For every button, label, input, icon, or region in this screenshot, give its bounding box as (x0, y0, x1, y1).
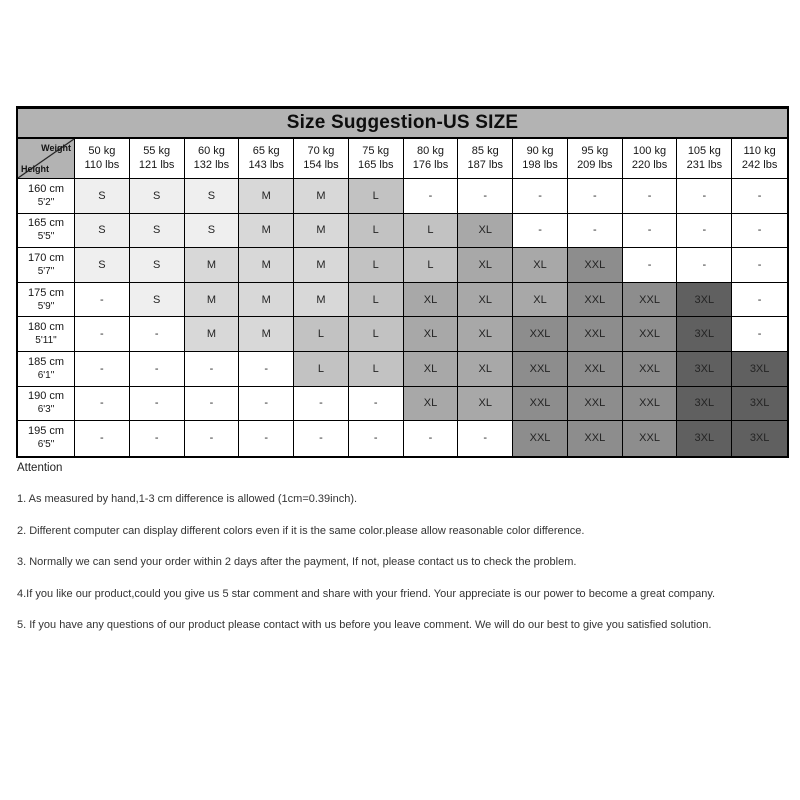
weight-kg-label: 55 kg (143, 145, 171, 157)
weight-column-header (239, 139, 294, 179)
size-cell: L (404, 214, 459, 249)
size-cell: XXL (513, 352, 568, 387)
weight-lbs-label: 176 lbs (412, 158, 449, 171)
empty-size-cell: - (294, 421, 349, 456)
empty-size-cell: - (458, 179, 513, 214)
notes-list (17, 492, 792, 632)
weight-lbs-label: 242 lbs (741, 158, 778, 171)
size-cell: XXL (568, 421, 623, 456)
height-axis-label: Height (21, 164, 49, 174)
size-cell: XL (458, 352, 513, 387)
empty-size-cell: - (239, 387, 294, 422)
height-row-header (18, 214, 75, 249)
size-cell: L (294, 317, 349, 352)
size-cell: M (294, 179, 349, 214)
empty-size-cell: - (130, 421, 185, 456)
empty-size-cell: - (568, 179, 623, 214)
empty-size-cell: - (677, 248, 732, 283)
empty-size-cell: - (75, 283, 130, 318)
size-cell: L (349, 317, 404, 352)
empty-size-cell: - (677, 179, 732, 214)
size-cell: L (349, 352, 404, 387)
size-cell: XXL (568, 248, 623, 283)
weight-axis-label: Weight (41, 143, 71, 153)
height-cm-label: 180 cm (27, 321, 65, 334)
size-grid (18, 139, 787, 456)
empty-size-cell: - (75, 421, 130, 456)
empty-size-cell: - (185, 387, 240, 422)
height-row-header (18, 317, 75, 352)
weight-lbs-label: 209 lbs (577, 158, 613, 171)
weight-column-header (732, 139, 787, 179)
size-cell: 3XL (677, 283, 732, 318)
empty-size-cell: - (732, 179, 787, 214)
size-cell: L (349, 248, 404, 283)
height-row-header (18, 387, 75, 422)
size-cell: XL (404, 317, 459, 352)
weight-lbs-label: 231 lbs (686, 158, 723, 171)
size-cell: 3XL (732, 352, 787, 387)
weight-kg-label: 60 kg (197, 145, 225, 157)
height-cm-label: 195 cm (27, 425, 65, 438)
notes-heading: Attention (17, 462, 63, 474)
weight-column-header (568, 139, 623, 179)
weight-lbs-label: 220 lbs (631, 158, 668, 171)
empty-size-cell: - (623, 248, 678, 283)
size-cell: S (130, 214, 185, 249)
size-cell: XXL (568, 317, 623, 352)
size-cell: XXL (513, 421, 568, 456)
empty-size-cell: - (513, 214, 568, 249)
note-item: 3. Normally we can send your order within 2 days after the payment, If not, please contact us to check the problem. (17, 556, 577, 568)
weight-lbs-label: 110 lbs (84, 158, 120, 171)
weight-column-header (623, 139, 678, 179)
size-cell: M (294, 283, 349, 318)
size-cell: XL (458, 248, 513, 283)
empty-size-cell: - (130, 317, 185, 352)
size-cell: XL (404, 352, 459, 387)
notes-section (17, 461, 792, 650)
weight-kg-label: 85 kg (471, 145, 499, 157)
empty-size-cell: - (404, 421, 459, 456)
weight-column-header (294, 139, 349, 179)
weight-kg-label: 100 kg (633, 145, 667, 157)
weight-kg-label: 65 kg (252, 145, 280, 157)
height-cm-label: 190 cm (27, 390, 65, 403)
height-row-header (18, 179, 75, 214)
size-cell: 3XL (677, 421, 732, 456)
size-cell: M (294, 248, 349, 283)
weight-kg-label: 95 kg (581, 145, 609, 157)
size-cell: XXL (623, 317, 678, 352)
empty-size-cell: - (732, 283, 787, 318)
height-row-header (18, 248, 75, 283)
empty-size-cell: - (458, 421, 513, 456)
size-cell: XXL (623, 421, 678, 456)
size-cell: M (239, 179, 294, 214)
weight-lbs-label: 132 lbs (193, 158, 230, 171)
weight-kg-label: 80 kg (417, 145, 444, 157)
size-cell: M (294, 214, 349, 249)
size-cell: XL (404, 387, 459, 422)
size-cell: XXL (568, 283, 623, 318)
note-item: 2. Different computer can display different colors even if it is the same color.please allow reasonable color difference. (17, 524, 585, 537)
size-cell: M (239, 317, 294, 352)
height-row-header (18, 283, 75, 318)
weight-lbs-label: 187 lbs (467, 158, 503, 171)
size-cell: S (75, 214, 130, 249)
height-ft-label: 5'7" (37, 265, 55, 277)
table-title: Size Suggestion-US SIZE (18, 109, 787, 139)
size-cell: L (349, 214, 404, 249)
size-cell: S (130, 179, 185, 214)
size-cell: XXL (623, 283, 678, 318)
size-cell: XL (458, 283, 513, 318)
size-cell: XXL (513, 317, 568, 352)
empty-size-cell: - (732, 214, 787, 249)
weight-kg-label: 70 kg (307, 145, 335, 157)
empty-size-cell: - (239, 421, 294, 456)
height-cm-label: 165 cm (27, 217, 65, 230)
size-cell: M (185, 317, 240, 352)
height-cm-label: 160 cm (27, 182, 65, 195)
size-cell: 3XL (732, 421, 787, 456)
size-cell: XXL (623, 387, 678, 422)
weight-column-header (677, 139, 732, 179)
size-cell: M (185, 283, 240, 318)
height-cm-label: 185 cm (27, 355, 65, 368)
empty-size-cell: - (294, 387, 349, 422)
size-cell: S (185, 214, 240, 249)
size-cell: S (130, 283, 185, 318)
empty-size-cell: - (623, 214, 678, 249)
empty-size-cell: - (239, 352, 294, 387)
weight-column-header (458, 139, 513, 179)
size-cell: XXL (513, 387, 568, 422)
empty-size-cell: - (349, 421, 404, 456)
size-cell: L (349, 179, 404, 214)
height-ft-label: 6'5" (37, 439, 55, 451)
height-ft-label: 6'3" (37, 404, 55, 416)
size-cell: XL (458, 317, 513, 352)
empty-size-cell: - (185, 421, 240, 456)
weight-lbs-label: 165 lbs (357, 158, 394, 171)
empty-size-cell: - (732, 317, 787, 352)
size-cell: XL (404, 283, 459, 318)
empty-size-cell: - (568, 214, 623, 249)
empty-size-cell: - (75, 317, 130, 352)
height-row-header (18, 421, 75, 456)
weight-column-header (185, 139, 240, 179)
weight-lbs-label: 198 lbs (522, 158, 558, 171)
weight-kg-label: 50 kg (88, 145, 116, 157)
size-cell: XL (458, 214, 513, 249)
size-suggestion-table (16, 106, 789, 458)
size-cell: 3XL (677, 387, 732, 422)
weight-kg-label: 110 kg (743, 145, 776, 157)
size-cell: XXL (623, 352, 678, 387)
weight-kg-label: 75 kg (362, 145, 390, 157)
height-ft-label: 6'1" (37, 369, 55, 381)
size-cell: 3XL (677, 317, 732, 352)
height-ft-label: 5'9" (37, 300, 55, 312)
weight-column-header (75, 139, 130, 179)
empty-size-cell: - (349, 387, 404, 422)
empty-size-cell: - (75, 387, 130, 422)
height-ft-label: 5'5" (37, 231, 55, 243)
weight-column-header (513, 139, 568, 179)
height-cm-label: 175 cm (27, 286, 65, 299)
size-cell: XXL (568, 352, 623, 387)
weight-kg-label: 90 kg (526, 145, 554, 157)
size-cell: M (185, 248, 240, 283)
size-cell: S (185, 179, 240, 214)
height-row-header (18, 352, 75, 387)
size-cell: XL (458, 387, 513, 422)
size-cell: S (75, 248, 130, 283)
height-ft-label: 5'11" (35, 335, 57, 347)
weight-column-header (404, 139, 459, 179)
size-cell: XL (513, 248, 568, 283)
size-cell: L (294, 352, 349, 387)
height-cm-label: 170 cm (27, 251, 65, 264)
size-cell: XL (513, 283, 568, 318)
size-cell: L (349, 283, 404, 318)
size-cell: M (239, 248, 294, 283)
empty-size-cell: - (130, 387, 185, 422)
height-ft-label: 5'2" (37, 196, 55, 208)
weight-column-header (349, 139, 404, 179)
weight-kg-label: 105 kg (687, 145, 721, 157)
note-item: 5. If you have any questions of our product please contact with us before you leave comment. We will do our best to give you satisfied solution. (17, 619, 712, 631)
size-cell: L (404, 248, 459, 283)
empty-size-cell: - (185, 352, 240, 387)
size-cell: S (75, 179, 130, 214)
weight-height-corner-cell (18, 139, 75, 179)
size-cell: M (239, 214, 294, 249)
empty-size-cell: - (677, 214, 732, 249)
weight-lbs-label: 154 lbs (303, 158, 339, 171)
size-cell: XXL (568, 387, 623, 422)
weight-lbs-label: 121 lbs (138, 158, 175, 171)
size-cell: 3XL (677, 352, 732, 387)
weight-lbs-label: 143 lbs (248, 158, 284, 171)
empty-size-cell: - (732, 248, 787, 283)
note-item: 4.If you like our product,could you give us 5 star comment and share with your friend. Your appreciate is our power to become a great company. (17, 587, 716, 600)
empty-size-cell: - (513, 179, 568, 214)
empty-size-cell: - (75, 352, 130, 387)
weight-column-header (130, 139, 185, 179)
size-cell: 3XL (732, 387, 787, 422)
empty-size-cell: - (404, 179, 459, 214)
empty-size-cell: - (623, 179, 678, 214)
note-item: 1. As measured by hand,1-3 cm difference is allowed (1cm=0.39inch). (17, 493, 358, 505)
size-cell: M (239, 283, 294, 318)
empty-size-cell: - (130, 352, 185, 387)
size-cell: S (130, 248, 185, 283)
